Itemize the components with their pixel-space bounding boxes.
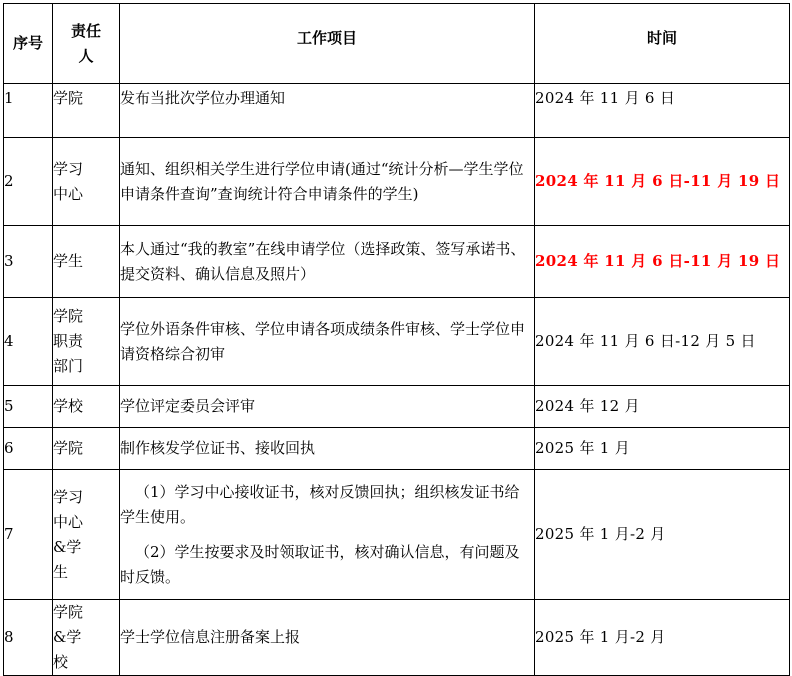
table-row — [4, 138, 790, 226]
task-part: （1）学习中心接收证书，核对反馈回执；组织核发证书给学生使用。 — [120, 482, 520, 526]
header-task: 工作项目 — [120, 4, 535, 84]
row-time: 2024 年 11 月 6 日-11 月 19 日 — [535, 138, 790, 226]
row-no: 8 — [4, 600, 53, 676]
row-no: 4 — [4, 298, 53, 386]
table-row — [4, 428, 790, 470]
row-responsible: 学校 — [53, 386, 120, 428]
row-responsible: 学习中心&学生 — [53, 470, 120, 600]
row-time: 2024 年 12 月 — [535, 386, 790, 428]
schedule-table — [3, 3, 790, 676]
row-no: 2 — [4, 138, 53, 226]
row-task: 制作核发学位证书、接收回执 — [120, 428, 535, 470]
table-row — [4, 600, 790, 676]
row-responsible: 学院 — [53, 428, 120, 470]
row-time: 2025 年 1 月 — [535, 428, 790, 470]
row-task: 学位外语条件审核、学位申请各项成绩条件审核、学士学位申请资格综合初审 — [120, 298, 535, 386]
row-task: 学位评定委员会评审 — [120, 386, 535, 428]
header-no: 序号 — [4, 4, 53, 84]
header-time: 时间 — [535, 4, 790, 84]
row-task: 本人通过“我的教室”在线申请学位（选择政策、签写承诺书、提交资料、确认信息及照片） — [120, 226, 535, 298]
row-no: 6 — [4, 428, 53, 470]
row-time: 2025 年 1 月-2 月 — [535, 600, 790, 676]
row-time: 2024 年 11 月 6 日-12 月 5 日 — [535, 298, 790, 386]
row-no: 7 — [4, 470, 53, 600]
row-no: 1 — [4, 84, 53, 138]
task-part: （2）学生按要求及时领取证书，核对确认信息，有问题及时反馈。 — [120, 542, 520, 586]
row-task: 发布当批次学位办理通知 — [120, 84, 535, 138]
row-no: 5 — [4, 386, 53, 428]
row-responsible: 学院 — [53, 84, 120, 138]
row-responsible: 学院&学校 — [53, 600, 120, 676]
header-row — [4, 4, 790, 84]
row-no: 3 — [4, 226, 53, 298]
row-time: 2024 年 11 月 6 日-11 月 19 日 — [535, 226, 790, 298]
row-time: 2024 年 11 月 6 日 — [535, 84, 790, 138]
row-responsible: 学生 — [53, 226, 120, 298]
table-row — [4, 386, 790, 428]
row-time: 2025 年 1 月-2 月 — [535, 470, 790, 600]
row-responsible: 学习中心 — [53, 138, 120, 226]
table-row — [4, 298, 790, 386]
table-row — [4, 84, 790, 138]
row-task: 学士学位信息注册备案上报 — [120, 600, 535, 676]
row-task — [120, 470, 535, 600]
table-row — [4, 226, 790, 298]
row-task: 通知、组织相关学生进行学位申请(通过“统计分析—学生学位申请条件查询”查询统计符合申请条件的学生) — [120, 138, 535, 226]
table-row — [4, 470, 790, 600]
row-responsible: 学院职责部门 — [53, 298, 120, 386]
header-responsible: 责任人 — [53, 4, 120, 84]
